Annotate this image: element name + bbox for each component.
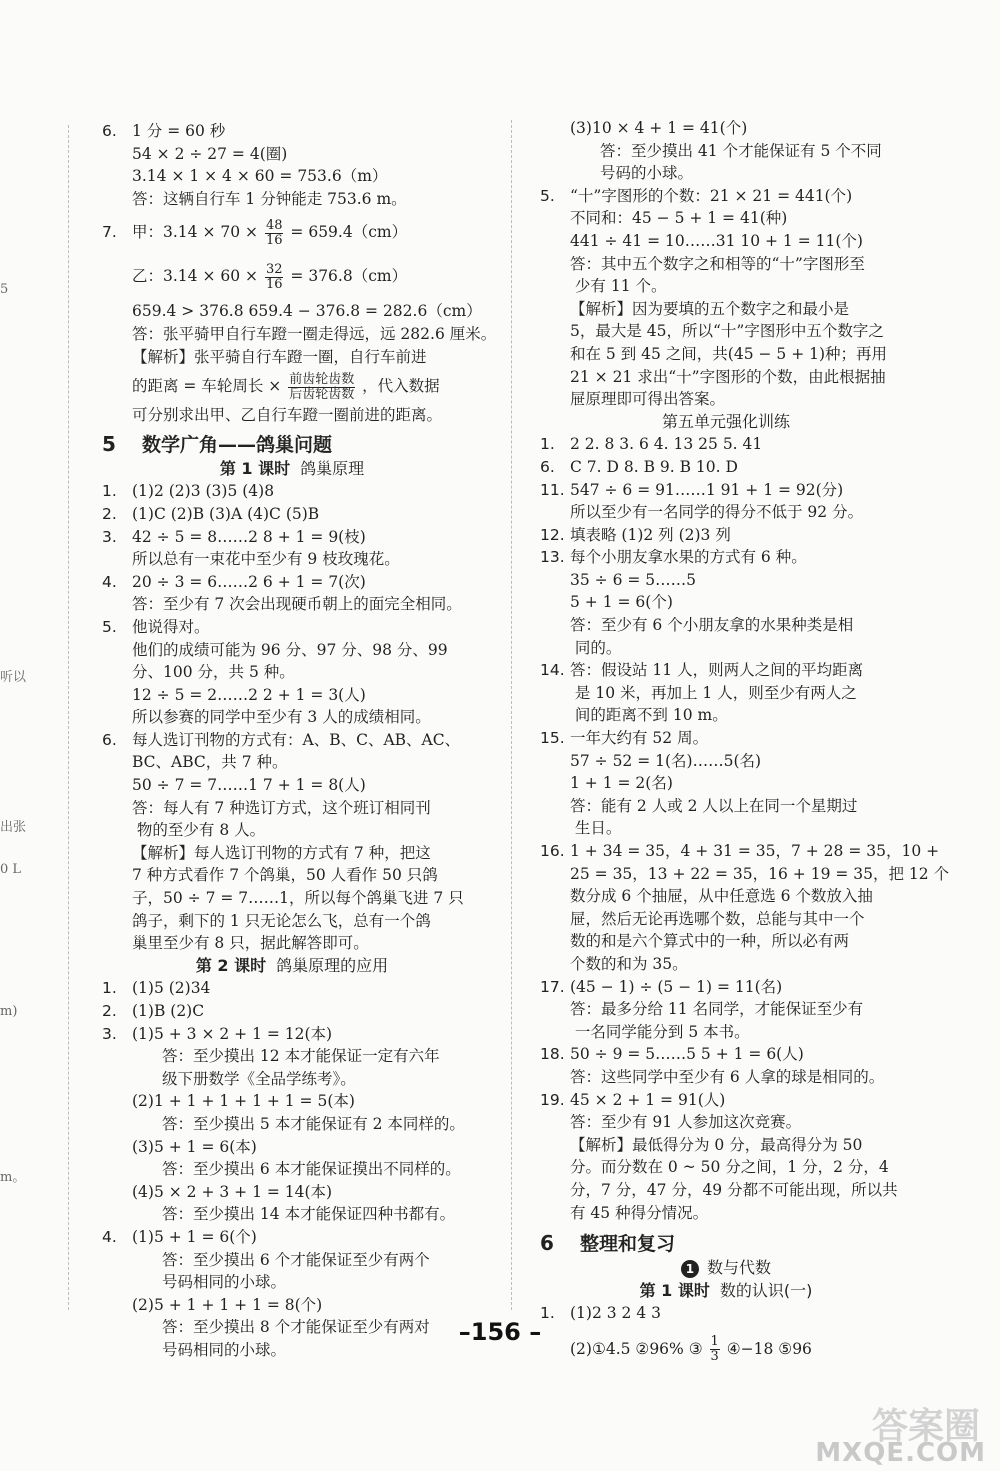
question-number: 16. <box>540 842 565 860</box>
question-number: 14. <box>540 661 565 680</box>
answer-line <box>540 591 912 614</box>
answer-text: (2)5 + 1 + 1 + 1 = 8(个) <box>132 1295 323 1314</box>
answer-line <box>540 1021 912 1044</box>
fraction: $\frac{32}{16}$ <box>265 261 283 292</box>
answer-text: 少有 11 个。 <box>570 277 667 296</box>
answer-text: 5 + 1 = 6(个) <box>570 593 673 612</box>
lesson-1-answers <box>102 480 482 954</box>
answer-text: 50 ÷ 7 = 7……1 7 + 1 = 8(人) <box>132 776 366 795</box>
answer-line: 答：这辆自行车 1 分钟能走 753.6 m。 <box>132 189 407 208</box>
answer-line <box>540 817 912 840</box>
answer-text: (1)5 + 3 × 2 + 1 = 12(本) <box>132 1024 333 1043</box>
answer-line: 7. 甲：3.14 × 70 × $\frac{48}{16}$ = 659.4（cm） <box>102 217 408 248</box>
answer-text: 答：至少摸出 6 本才能保证摸出不同样的。 <box>162 1160 461 1179</box>
answer-line <box>540 863 950 886</box>
answer-text: 答：至少摸出 41 个才能保证有 5 个不同 <box>600 141 882 160</box>
answer-text: 【解析】最低得分为 0 分，最高得分为 50 <box>570 1135 863 1154</box>
answer-line <box>102 729 482 752</box>
answer-line <box>540 1043 912 1066</box>
section-title: 5 数学广角——鸽巢问题 <box>102 431 333 456</box>
answer-text: 数分成 6 个抽屉，从中任意选 6 个数放入抽 <box>570 887 873 906</box>
answer-text: 答：其中五个数字之和相等的“十”字图形至 <box>570 254 865 273</box>
watermark-logo <box>770 1398 990 1468</box>
unit-training-answers <box>540 433 950 1224</box>
answer-line: 659.4 > 376.8 659.4 − 376.8 = 282.6（cm） <box>132 302 482 321</box>
answer-line <box>540 1134 912 1157</box>
answer-line <box>540 388 912 411</box>
answer-line <box>102 887 482 910</box>
answer-text: 子，50 ÷ 7 = 7……1，所以每个鸽巢飞进 7 只 <box>132 889 464 908</box>
answer-text: 答：这些同学中至少有 6 人拿的球是相同的。 <box>570 1067 885 1086</box>
answer-text: (3)10 × 4 + 1 = 41(个) <box>570 119 748 137</box>
answer-text: 每人选订刊物的方式有：A、B、C、AB、AC、 <box>132 730 461 749</box>
answer-text: 45 × 2 + 1 = 91(人) <box>570 1090 726 1109</box>
answer-line <box>102 616 482 639</box>
question-number: 3. <box>102 1024 117 1043</box>
analysis-line: 可分别求出甲、乙自行车蹬一圈前进的距离。 <box>132 406 443 425</box>
answer-line <box>102 1136 482 1159</box>
answer-text: BC、ABC，共 7 种。 <box>132 753 288 772</box>
continued-answers <box>540 117 912 411</box>
answer-text: 1 + 1 = 2(名) <box>570 774 673 793</box>
answer-line <box>540 298 912 321</box>
lesson-heading: 第 1 课时 数的认识(一) <box>639 1280 813 1300</box>
answer-text: 【解析】因为要填的五个数字之和最小是 <box>570 299 850 318</box>
column-divider-left <box>68 125 69 1310</box>
answer-text: 级下册数学《全品学练考》。 <box>162 1069 356 1088</box>
answer-text: (3)5 + 1 = 6(本) <box>132 1137 257 1156</box>
answer-text: 和在 5 到 45 之间，共(45 − 5 + 1)种；再用 <box>570 344 888 363</box>
answer-line: 乙：3.14 × 60 × $\frac{32}{16}$ = 376.8（cm） <box>132 261 408 292</box>
answer-line <box>102 1271 482 1294</box>
question-number: 12. <box>540 525 565 544</box>
answer-text: (2)1 + 1 + 1 + 1 + 1 = 5(本) <box>132 1092 355 1111</box>
answer-line <box>540 343 912 366</box>
answer-line <box>102 684 482 707</box>
answer-line <box>102 526 482 549</box>
watermark-mark: 答案圈 <box>871 1406 980 1447</box>
answer-text: (4)5 × 2 + 3 + 1 = 14(本) <box>132 1182 333 1201</box>
answer-line <box>540 230 912 253</box>
analysis-line: 【解析】张平骑自行车蹬一圈，自行车前进 <box>132 347 427 366</box>
answer-text: 物的至少有 8 人。 <box>132 821 266 840</box>
fraction: $\frac{48}{16}$ <box>265 217 283 248</box>
question-number: 19. <box>540 1090 565 1109</box>
answer-line <box>102 819 482 842</box>
answer-line <box>540 953 912 976</box>
answer-text: 答：能有 2 人或 2 人以上在同一个星期过 <box>570 796 858 815</box>
answer-line <box>102 797 482 820</box>
answer-line <box>540 885 912 908</box>
answer-text: 441 ÷ 41 = 10……31 10 + 1 = 11(个) <box>570 231 863 250</box>
section-title: 6 整理和复习 <box>540 1231 676 1256</box>
answer-line <box>540 750 912 773</box>
answer-text: 填表略 (1)2 列 (2)3 列 <box>570 525 731 544</box>
answer-line <box>102 932 482 955</box>
answer-line <box>102 864 482 887</box>
fraction: $\frac{1}{3}$ <box>710 1334 719 1365</box>
answer-line <box>102 1045 482 1068</box>
answer-text: 不同和：45 − 5 + 1 = 41(种) <box>570 209 788 228</box>
answer-text: 所以至少有一名同学的得分不低于 92 分。 <box>570 503 864 522</box>
answer-text: 巢里至少有 8 只，据此解答即可。 <box>132 934 369 953</box>
answer-text: 12 ÷ 5 = 2……2 2 + 1 = 3(人) <box>132 685 366 704</box>
edge-fragment: 0 L <box>0 862 22 877</box>
answer-text: C 7. D 8. B 9. B 10. D <box>570 457 738 476</box>
question-number: 1. <box>102 482 117 501</box>
fraction: $\frac{\text{前齿轮齿数}}{\text{后齿轮齿数}}$ <box>289 371 355 402</box>
answer-text: 2 2. 8 3. 6 4. 13 25 5. 41 <box>570 435 763 454</box>
question-number: 1. <box>540 435 555 454</box>
answer-line <box>102 1158 482 1181</box>
column-divider-middle <box>511 120 512 1310</box>
answer-line <box>540 930 912 953</box>
answer-line <box>540 1202 912 1225</box>
answer-text: 57 ÷ 52 = 1(名)……5(名) <box>570 751 762 770</box>
answer-text: 号码相同的小球。 <box>162 1273 287 1292</box>
answer-line <box>102 503 482 526</box>
edge-fragment: m。 <box>0 1170 26 1185</box>
answer-line <box>102 1181 482 1204</box>
answer-text: 号码相同的小球。 <box>162 1340 287 1359</box>
answer-text: 答：至少有 7 次会出现硬币朝上的面完全相同。 <box>132 595 462 614</box>
answer-text: (1)5 (2)34 <box>132 979 211 998</box>
answer-line <box>540 433 912 456</box>
answer-line <box>540 727 912 750</box>
answer-line <box>540 976 912 999</box>
answer-text: 所以总有一束花中至少有 9 枝玫瑰花。 <box>132 550 400 569</box>
question-number: 15. <box>540 729 565 748</box>
answer-text: 间的距离不到 10 m。 <box>570 706 728 725</box>
answer-line: 答：张平骑甲自行车蹬一圈走得远，远 282.6 厘米。 <box>132 324 497 343</box>
answer-line: 1. (1)2 3 2 4 3 <box>540 1304 661 1323</box>
answer-text: 他说得对。 <box>132 617 210 636</box>
answer-line <box>540 1179 912 1202</box>
answer-line <box>102 1294 482 1317</box>
answer-line <box>102 571 482 594</box>
answer-line <box>540 998 912 1021</box>
question-number: 11. <box>540 480 565 499</box>
answer-line <box>540 117 912 140</box>
answer-line <box>540 1111 912 1134</box>
answer-line <box>540 795 912 818</box>
edge-fragment: 5 <box>0 282 9 297</box>
lesson-2-answers <box>102 977 482 1361</box>
answer-text: 一名同学能分到 5 本书。 <box>570 1022 750 1041</box>
answer-text: 所以参赛的同学中至少有 3 人的成绩相同。 <box>132 708 431 727</box>
question-number: 18. <box>540 1045 565 1064</box>
answer-line <box>540 569 912 592</box>
question-number: 17. <box>540 977 565 996</box>
answer-line <box>540 908 912 931</box>
answer-text: 一年大约有 52 周。 <box>570 729 709 748</box>
answer-line <box>102 774 482 797</box>
answer-text: 屉，然后无论再选哪个数，总能与其中一个 <box>570 909 865 928</box>
answer-text: 1 + 34 = 35，4 + 31 = 35，7 + 28 = 35，10 + <box>570 842 940 860</box>
answer-line <box>102 480 482 503</box>
answer-text: 25 = 35，13 + 22 = 35，16 + 19 = 35，把 12 个 <box>570 864 950 883</box>
answer-line <box>102 910 482 933</box>
answer-text: (1)5 + 1 = 6(个) <box>132 1227 257 1246</box>
question-number: 4. <box>102 572 117 591</box>
answer-text: (1)C (2)B (3)A (4)C (5)B <box>132 504 320 523</box>
subsection-heading: 1 数与代数 <box>540 1257 912 1280</box>
analysis-line: 的距离 = 车轮周长 × $\frac{\text{前齿轮齿数}}{\text{后齿轮齿数}}$ ，代入数据 <box>132 371 440 402</box>
unit-heading: 第五单元强化训练 <box>661 411 790 431</box>
answer-text: 分、100 分，共 5 种。 <box>132 663 295 682</box>
answer-line <box>540 366 912 389</box>
answer-line <box>102 1068 482 1091</box>
answer-text: 个数的和为 35。 <box>570 954 688 973</box>
edge-fragment: 出张 <box>0 820 27 835</box>
answer-line <box>102 1203 482 1226</box>
answer-line <box>540 682 912 705</box>
right-column <box>540 117 950 1367</box>
answer-line: (2)①4.5 ②96% ③ $\frac{1}{3}$ ④−18 ⑤96 <box>570 1334 812 1365</box>
answer-text: 答：至少摸出 14 本才能保证四种书都有。 <box>162 1205 456 1224</box>
answer-text: 答：至少摸出 5 本才能保证有 2 本同样的。 <box>162 1114 465 1133</box>
edge-fragment: m) <box>0 1004 18 1019</box>
answer-text: 答：至少有 91 人参加这次竞赛。 <box>570 1113 802 1132</box>
answer-text: 数的和是六个算式中的一种，所以必有两 <box>570 932 850 951</box>
answer-line <box>102 1113 482 1136</box>
answer-line <box>540 207 912 230</box>
answer-line <box>540 162 912 185</box>
answer-line <box>540 546 912 569</box>
answer-line <box>540 140 912 163</box>
answer-text: “十”字图形的个数：21 × 21 = 441(个) <box>570 186 853 205</box>
answer-text: 21 × 21 求出“十”字图形的个数，由此根据抽 <box>570 367 886 386</box>
answer-line: 6. 1 分 = 60 秒 <box>102 122 226 140</box>
lesson-heading: 第 2 课时 鸽巢原理的应用 <box>195 955 389 975</box>
answer-text: 5，最大是 45，所以“十”字图形中五个数字之 <box>570 322 884 341</box>
answer-line <box>540 479 912 502</box>
answer-text: 屉原理即可得出答案。 <box>570 390 726 409</box>
answer-line <box>540 1066 912 1089</box>
question-number: 5. <box>540 186 555 205</box>
answer-text: 鸽子，剩下的 1 只无论怎么飞，总有一个鸽 <box>132 911 431 930</box>
answer-line: 54 × 2 ÷ 27 = 4(圈) <box>132 144 288 163</box>
edge-fragment: 听以 <box>0 670 27 685</box>
answer-line <box>540 185 912 208</box>
answer-text: 有 45 种得分情况。 <box>570 1203 709 1222</box>
answer-text: 他们的成绩可能为 96 分、97 分、98 分、99 <box>132 640 448 659</box>
answer-text: 7 种方式看作 7 个鸽巢，50 人看作 50 只鸽 <box>132 866 438 885</box>
question-number: 1. <box>102 979 117 998</box>
left-column <box>102 120 497 1362</box>
watermark-text: MXQE.COM <box>815 1438 986 1468</box>
answer-text: 分，7 分，47 分，49 分都不可能出现，所以共 <box>570 1180 898 1199</box>
answer-line <box>540 637 912 660</box>
answer-text: 答：至少摸出 12 本才能保证一定有六年 <box>162 1047 440 1066</box>
answer-line <box>540 840 940 863</box>
answer-line <box>102 1249 482 1272</box>
answer-line <box>102 842 482 865</box>
answer-line <box>540 275 912 298</box>
answer-line <box>540 772 912 795</box>
answer-text: 20 ÷ 3 = 6……2 6 + 1 = 7(次) <box>132 572 366 591</box>
answer-line <box>540 456 912 479</box>
answer-line <box>540 659 912 682</box>
answer-text: 答：每人有 7 种选订方式，这个班订相同刊 <box>132 798 431 817</box>
question-number: 13. <box>540 548 565 567</box>
answer-text: 【解析】每人选订刊物的方式有 7 种，把这 <box>132 843 431 862</box>
answer-line <box>102 706 482 729</box>
answer-line <box>540 614 912 637</box>
answer-text: 是 10 米，再加上 1 人，则至少有两人之 <box>570 683 857 702</box>
answer-text: 分。而分数在 0 ~ 50 分之间，1 分，2 分，4 <box>570 1158 889 1177</box>
answer-line <box>102 639 482 662</box>
question-number: 6. <box>102 730 117 749</box>
answer-line <box>102 1023 482 1046</box>
answer-text: 35 ÷ 6 = 5……5 <box>570 570 696 589</box>
question-number: 6. <box>540 457 555 476</box>
answer-line <box>102 1226 482 1249</box>
page-number: –156 – <box>458 1318 542 1346</box>
answer-line <box>540 320 912 343</box>
answer-line <box>102 1090 482 1113</box>
answer-line <box>102 751 482 774</box>
answer-text: (1)2 (2)3 (3)5 (4)8 <box>132 482 275 501</box>
answer-text: 同的。 <box>570 638 622 657</box>
lesson-heading: 第 1 课时 鸽巢原理 <box>219 458 365 478</box>
answer-text: 生日。 <box>570 819 622 838</box>
answer-line <box>540 253 912 276</box>
answer-line <box>102 548 482 571</box>
answer-line <box>102 661 482 684</box>
answer-text: 答：最多分给 11 名同学，才能保证至少有 <box>570 1000 864 1019</box>
answer-text: 每个小朋友拿水果的方式有 6 种。 <box>570 548 807 567</box>
answer-line <box>540 524 912 547</box>
answer-text: 答：至少有 6 个小朋友拿的水果种类是相 <box>570 616 854 635</box>
answer-line <box>540 1089 912 1112</box>
answer-text: 答：至少摸出 8 个才能保证至少有两对 <box>162 1318 430 1337</box>
answer-text: 答：假设站 11 人，则两人之间的平均距离 <box>570 661 864 680</box>
answer-line <box>102 977 482 1000</box>
answer-line <box>540 1156 912 1179</box>
answer-text: 42 ÷ 5 = 8……2 8 + 1 = 9(枝) <box>132 527 366 546</box>
answer-text: 50 ÷ 9 = 5……5 5 + 1 = 6(人) <box>570 1045 804 1064</box>
answer-line <box>102 593 482 616</box>
answer-line <box>540 704 912 727</box>
question-number: 2. <box>102 504 117 523</box>
answer-text: 答：至少摸出 6 个才能保证至少有两个 <box>162 1250 430 1269</box>
question-number: 5. <box>102 617 117 636</box>
answer-line <box>102 1000 482 1023</box>
answer-text: 547 ÷ 6 = 91……1 91 + 1 = 92(分) <box>570 480 844 499</box>
answer-text: (45 − 1) ÷ (5 − 1) = 11(名) <box>570 977 783 996</box>
answer-text: 号码的小球。 <box>600 164 694 183</box>
question-number: 4. <box>102 1227 117 1246</box>
answer-line <box>540 501 912 524</box>
answer-text: (1)B (2)C <box>132 1002 205 1020</box>
answer-line: 3.14 × 1 × 4 × 60 = 753.6（m） <box>132 167 388 186</box>
question-number: 3. <box>102 527 117 546</box>
question-number: 2. <box>102 1002 117 1020</box>
